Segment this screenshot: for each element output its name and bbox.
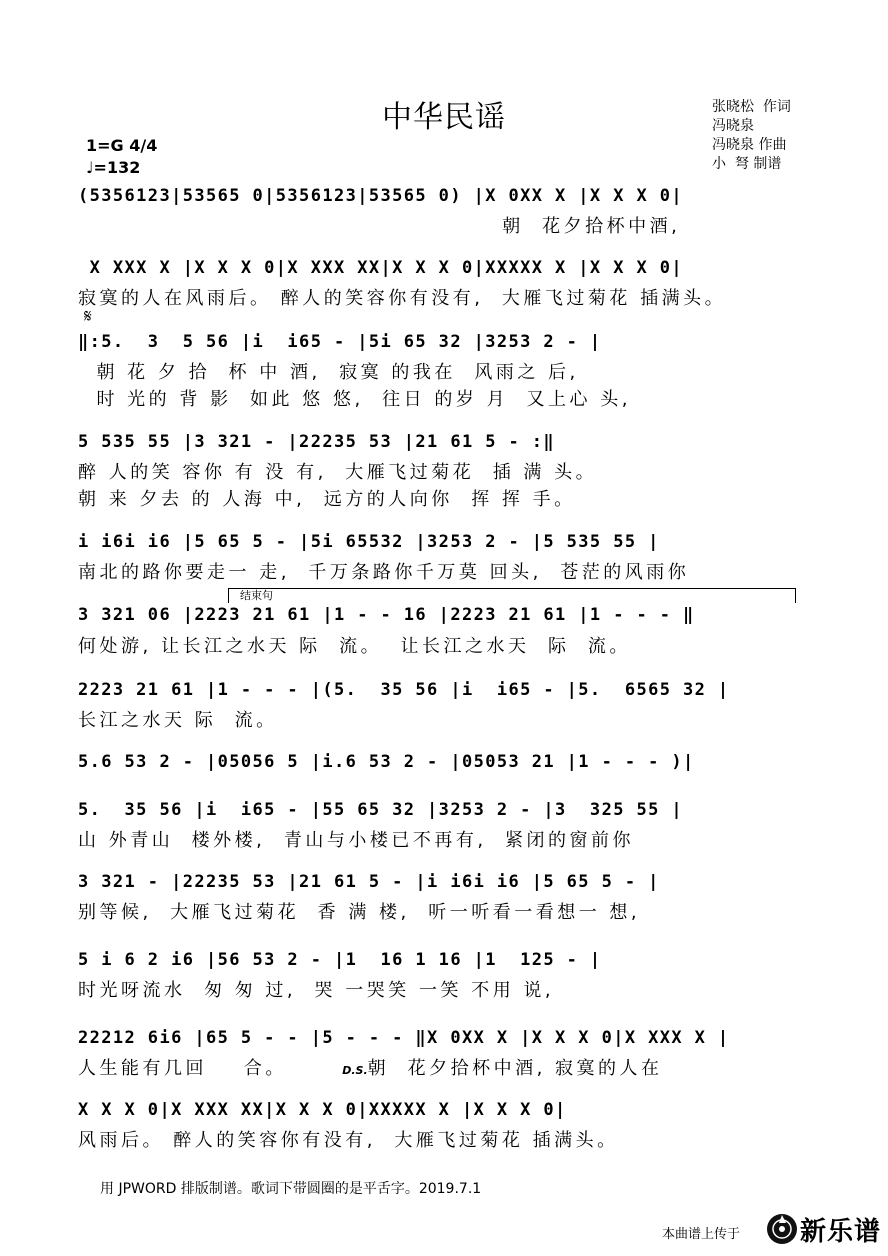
co-lyricist-credit: 冯晓泉 [712,118,754,134]
lyric-line: 别等候, 大雁飞过菊花 香 满 楼, 听一听看一看想一 想, [78,902,641,923]
ds-mark: D.S. [342,1064,368,1077]
notation-row: X X X 0|X XXX XX|X X X 0|XXXXX X |X X X 0| [78,1100,567,1120]
notation-row: 5.6 53 2 - |05056 5 |i.6 53 2 - |05053 21 |1 - - - )| [78,752,695,772]
key-signature: 1=G 4/4 [86,136,158,155]
notation-row: 3 321 06 |2223 21 61 |1 - - 16 |2223 21 61 |1 - - - ‖ [78,605,695,625]
footer-note: 用 JPWORD 排版制谱。歌词下带圆圈的是平舌字。2019.7.1 [100,1181,482,1197]
lyric-line: 长江之水天 际 流。 [78,710,278,731]
lyric-line: 风雨后。 醉人的笑容你有没有, 大雁飞过菊花 插满头。 [78,1130,619,1151]
song-title: 中华民谣 [382,100,506,135]
notation-row: 5. 35 56 |i i65 - |55 65 32 |3253 2 - |3 325 55 | [78,800,684,820]
lyric-line: 时光呀流水 匆 匆 过, 哭 一哭笑 一笑 不用 说, [78,980,555,1001]
lyric-line: 何处游, 让长江之水天 际 流。 让长江之水天 际 流。 [78,636,631,657]
tempo-marking: ♩=132 [86,158,141,177]
ending-bracket [228,588,796,603]
notation-row: 5 535 55 |3 321 - |22235 53 |21 61 5 - :‖ [78,432,556,452]
lyric-line: 朝 花 夕 拾 杯 中 酒, 寂寞 的我在 风雨之 后, [78,362,579,383]
upload-text: 本曲谱上传于 [662,1227,741,1242]
arranger-credit: 小 弩 制谱 [712,156,782,172]
notation-row: 22212 6i6 |65 5 - - |5 - - - ‖X 0XX X |X X X 0|X XXX X | [78,1028,730,1048]
brand-name[interactable]: 新乐谱 [800,1217,882,1247]
notation-row: (5356123|53565 0|5356123|53565 0) |X 0XX X |X X X 0| [78,186,684,206]
lyric-line: 朝 花夕拾杯中酒, [78,216,681,237]
ending-label: 结束句 [240,589,273,602]
notation-row: i i6i i6 |5 65 5 - |5i 65532 |3253 2 - |5 535 55 | [78,532,660,552]
lyric-line: 朝 来 夕去 的 人海 中, 远方的人向你 挥 挥 手。 [78,489,576,510]
credits-block [712,98,791,174]
lyricist-credit: 张晓松 作词 [712,99,791,115]
lyric-line: 人生能有几回 合。 D.S.朝 花夕拾杯中酒, 寂寞的人在 [78,1058,663,1079]
lyric-line: 时 光的 背 影 如此 悠 悠, 往日 的岁 月 又上心 头, [78,389,631,410]
notation-row: 5 i 6 2 i6 |56 53 2 - |1 16 1 16 |1 125 - | [78,950,602,970]
segno-sign: 𝄋 [84,306,92,327]
lyric-line: 醉 人的笑 容你 有 没 有, 大雁飞过菊花 插 满 头。 [78,462,598,483]
notation-row: ‖:5. 3 5 56 |i i65 - |5i 65 32 |3253 2 - | [78,332,602,352]
notation-row: 2223 21 61 |1 - - - |(5. 35 56 |i i65 - |5. 6565 32 | [78,680,730,700]
notation-row: 3 321 - |22235 53 |21 61 5 - |i i6i i6 |5 65 5 - | [78,872,660,892]
notation-row: X XXX X |X X X 0|X XXX XX|X X X 0|XXXXX X |X X X 0| [78,258,684,278]
disc-logo-icon [766,1213,798,1245]
lyric-line: 山 外青山 楼外楼, 青山与小楼已不再有, 紧闭的窗前你 [78,830,634,851]
lyric-line: 南北的路你要走一 走, 千万条路你千万莫 回头, 苍茫的风雨你 [78,562,690,583]
composer-credit: 冯晓泉 作曲 [712,137,787,153]
lyric-line: 寂寞的人在风雨后。 醉人的笑容你有没有, 大雁飞过菊花 插满头。 [78,288,727,309]
